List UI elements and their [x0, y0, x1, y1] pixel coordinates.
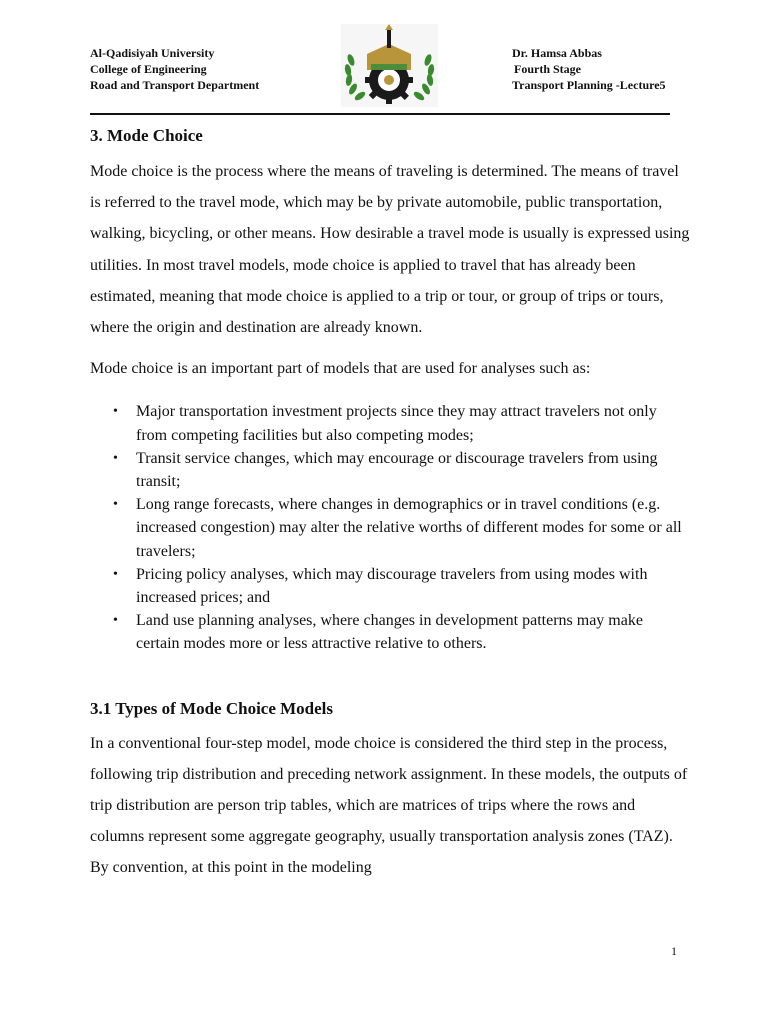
- course-lecture: Transport Planning -Lecture5: [512, 78, 666, 92]
- list-item-text: Land use planning analyses, where changes in development patterns may make certain modes more or less attractive relative to others.: [136, 612, 643, 653]
- list-item-text: Pricing policy analyses, which may discourage travelers from using modes with increased prices; and: [136, 565, 648, 607]
- subsection-title: 3.1 Types of Mode Choice Models: [90, 698, 334, 718]
- university-logo: [341, 24, 438, 107]
- list-item: [90, 609, 690, 655]
- list-item: [90, 563, 690, 609]
- logo-emblem-icon: [341, 24, 438, 107]
- section-title: 3. Mode Choice: [90, 126, 203, 145]
- bullet-icon: •: [113, 566, 118, 582]
- bullet-icon: •: [113, 404, 118, 420]
- page-content: [90, 124, 690, 884]
- header-divider: [90, 113, 670, 115]
- list-item-text: Long range forecasts, where changes in demographics or in travel conditions (e.g. increased congestion) may alter the relative worths of different modes for some or all travelers;: [136, 496, 682, 560]
- list-item-text: Major transportation investment projects since they may attract travelers not only from competing facilities but also competing modes;: [136, 403, 657, 444]
- analysis-list: [90, 400, 690, 655]
- section-paragraph-1: Mode choice is the process where the means of traveling is determined. The means of travel is referred to the travel mode, which may be by private automobile, public transportation, walking, bicycling, or other means. How desirable a travel mode is usually is expressed using utilities. In most travel models, mode choice is applied to travel that has already been estimated, meaning that mode choice is applied to a trip or tour, or group of trips or tours, where the origin and destination are already known.: [90, 163, 690, 337]
- college-name: College of Engineering: [90, 62, 207, 76]
- university-name: Al-Qadisiyah University: [90, 46, 215, 60]
- bullet-icon: •: [113, 613, 118, 629]
- bullet-icon: •: [113, 450, 118, 466]
- list-item: [90, 400, 690, 446]
- header-left: [90, 45, 259, 93]
- list-item: [90, 447, 690, 493]
- department-name: Road and Transport Department: [90, 78, 260, 92]
- lecturer-name: Dr. Hamsa Abbas: [512, 46, 602, 60]
- list-item-text: Transit service changes, which may encourage or discourage travelers from using transit;: [136, 449, 658, 491]
- header-right: [512, 45, 666, 93]
- stage-label: Fourth Stage: [514, 62, 581, 76]
- list-item: [90, 493, 690, 563]
- section-paragraph-2: Mode choice is an important part of models that are used for analyses such as:: [90, 360, 591, 378]
- bullet-icon: •: [113, 497, 118, 513]
- page-number: 1: [671, 944, 677, 958]
- subsection-paragraph: In a conventional four-step model, mode choice is considered the third step in the process, following trip distribution and preceding network assignment. In these models, the outputs of trip distribution are person trip tables, which are matrices of trips where the rows and columns represent some aggregate geography, usually transportation analysis zones (TAZ). By convention, at this point in the modeling: [90, 734, 688, 877]
